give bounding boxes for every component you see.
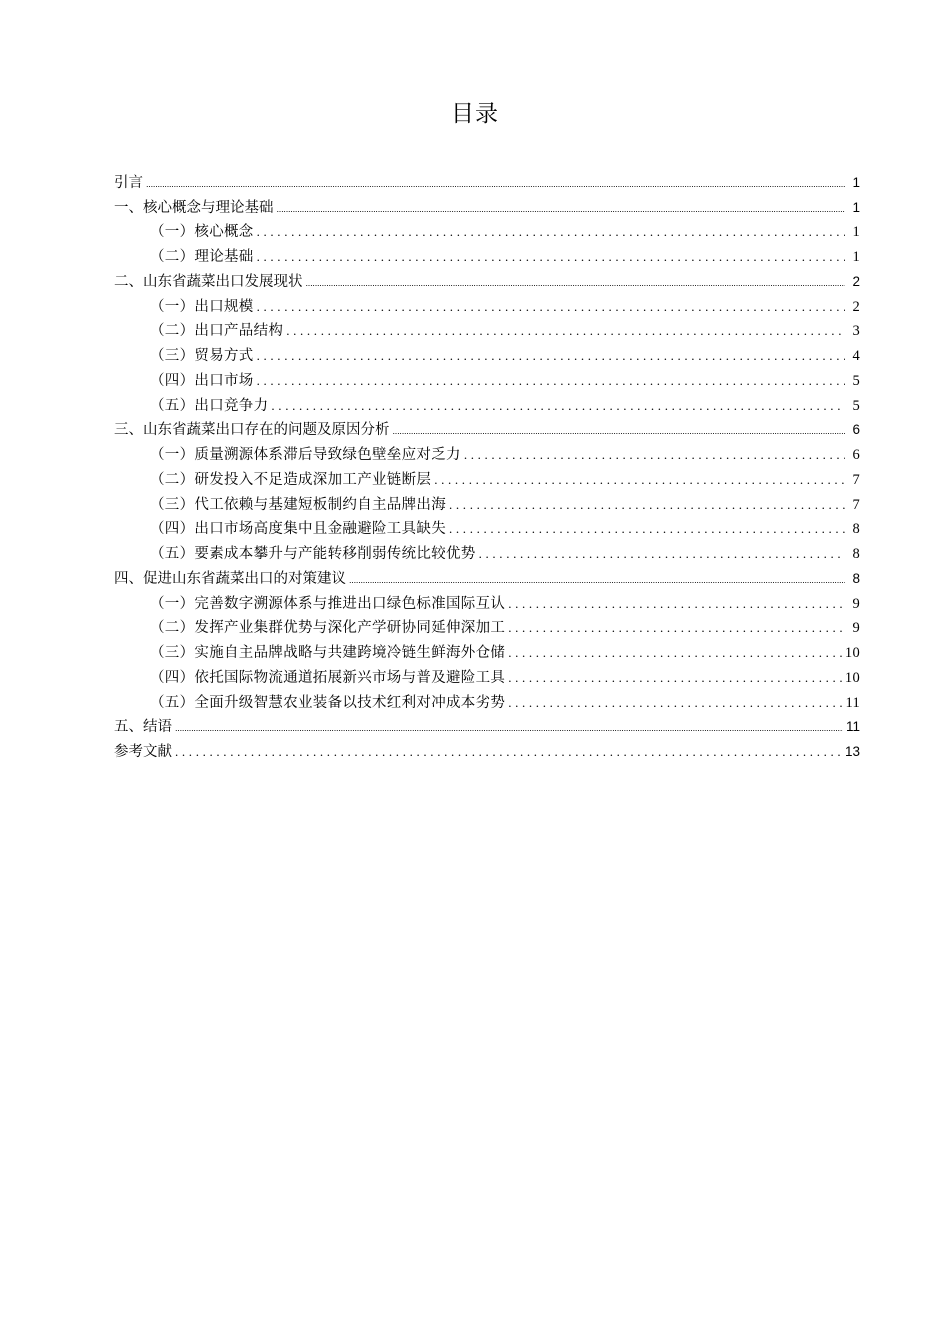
toc-entry[interactable] <box>114 713 860 738</box>
toc-entry-label: （一）出口规模 <box>150 298 254 315</box>
toc-entry-page: 6 <box>852 422 860 438</box>
toc-entry[interactable] <box>114 663 860 688</box>
toc-entry[interactable] <box>114 267 860 292</box>
toc-entry[interactable] <box>114 218 860 243</box>
dot-leader <box>479 544 845 564</box>
toc-entry-label: 参考文献 <box>114 744 172 760</box>
toc-entry-label: （一）质量溯源体系滞后导致绿色壁垒应对乏力 <box>150 447 461 463</box>
toc-entry-label: （二）理论基础 <box>150 249 254 265</box>
toc-entry-label: （四）依托国际物流通道拓展新兴市场与普及避险工具 <box>150 669 506 686</box>
dot-leader <box>175 717 843 737</box>
toc-entry-label: （一）完善数字溯源体系与推进出口绿色标准国际互认 <box>150 595 506 612</box>
dot-leader <box>175 742 842 762</box>
dot-leader <box>508 643 842 663</box>
toc-entry-page: 2 <box>852 273 860 289</box>
toc-entry-page: 7 <box>852 471 860 488</box>
toc-entry-label: 引言 <box>114 174 143 191</box>
toc-entry[interactable] <box>114 193 860 218</box>
toc-entry-label: 一、核心概念与理论基础 <box>114 199 274 216</box>
toc-entry-label: （三）代工依赖与基建短板制约自主品牌出海 <box>150 496 446 513</box>
toc-entry[interactable] <box>114 465 860 490</box>
toc-entry-page: 8 <box>852 546 860 562</box>
dot-leader <box>257 346 845 366</box>
toc-entry[interactable] <box>114 341 860 366</box>
toc-entry[interactable] <box>114 168 860 193</box>
toc-entry-label: （五）出口竞争力 <box>150 397 269 414</box>
toc-entry-page: 9 <box>852 620 860 637</box>
dot-leader <box>257 247 845 267</box>
toc-entry[interactable] <box>114 440 860 465</box>
dot-leader <box>508 693 842 713</box>
toc-entry-label: （五）要素成本攀升与产能转移削弱传统比较优势 <box>150 546 476 562</box>
toc-entry-page: 5 <box>852 372 860 389</box>
toc-entry-label: 三、山东省蔬菜出口存在的问题及原因分析 <box>114 422 390 439</box>
dot-leader <box>146 173 845 193</box>
dot-leader <box>271 396 845 416</box>
toc-entry-page: 11 <box>845 719 860 735</box>
dot-leader <box>257 297 845 317</box>
toc-entry-page: 1 <box>852 174 860 190</box>
toc-entry-label: 二、山东省蔬菜出口发展现状 <box>114 273 303 290</box>
toc-entry-page: 8 <box>852 570 860 586</box>
dot-leader <box>508 618 845 638</box>
toc-entry[interactable] <box>114 539 860 564</box>
toc-entry-page: 4 <box>852 348 860 364</box>
toc-entry-label: （三）实施自主品牌战略与共建跨境冷链生鲜海外仓储 <box>150 645 506 661</box>
toc-entry-label: （二）研发投入不足造成深加工产业链断层 <box>150 471 432 488</box>
dot-leader <box>349 569 845 589</box>
dot-leader <box>286 321 845 341</box>
toc-entry-label: 五、结语 <box>114 719 172 736</box>
toc-entry[interactable] <box>114 292 860 317</box>
toc-entry-page: 1 <box>852 224 860 241</box>
table-of-contents <box>114 168 860 762</box>
toc-entry-page: 1 <box>852 199 860 215</box>
toc-entry-label: （三）贸易方式 <box>150 348 254 364</box>
dot-leader <box>393 420 846 440</box>
toc-entry-label: （四）出口市场 <box>150 372 254 389</box>
toc-entry-page: 13 <box>844 744 860 759</box>
dot-leader <box>257 371 845 391</box>
toc-entry[interactable] <box>114 614 860 639</box>
page-title: 目录 <box>451 101 499 127</box>
dot-leader <box>464 445 845 465</box>
toc-entry[interactable] <box>114 391 860 416</box>
toc-entry-page: 2 <box>852 298 860 315</box>
toc-entry-page: 10 <box>844 669 860 686</box>
toc-entry-page: 8 <box>852 521 860 538</box>
toc-entry-page: 11 <box>845 694 860 711</box>
toc-entry-page: 9 <box>852 595 860 612</box>
toc-entry-page: 5 <box>852 397 860 414</box>
toc-entry[interactable] <box>114 490 860 515</box>
toc-entry[interactable] <box>114 589 860 614</box>
toc-entry[interactable] <box>114 688 860 713</box>
toc-entry[interactable] <box>114 242 860 267</box>
toc-entry[interactable] <box>114 366 860 391</box>
toc-entry-page: 3 <box>852 323 860 340</box>
toc-entry-label: （二）发挥产业集群优势与深化产学研协同延伸深加工 <box>150 620 506 637</box>
dot-leader <box>508 594 845 614</box>
toc-entry-label: （四）出口市场高度集中且金融避险工具缺失 <box>150 521 446 538</box>
toc-entry-label: （二）出口产品结构 <box>150 323 284 340</box>
toc-entry[interactable] <box>114 638 860 663</box>
toc-entry-label: （五）全面升级智慧农业装备以技术红利对冲成本劣势 <box>150 694 506 711</box>
toc-entry-page: 6 <box>852 447 860 463</box>
dot-leader <box>508 668 842 688</box>
toc-entry[interactable] <box>114 564 860 589</box>
toc-entry[interactable] <box>114 515 860 540</box>
toc-entry-page: 10 <box>844 645 860 661</box>
toc-entry-page: 1 <box>852 249 860 265</box>
toc-entry-label: （一）核心概念 <box>150 224 254 241</box>
toc-entry-label: 四、促进山东省蔬菜出口的对策建议 <box>114 570 346 587</box>
dot-leader <box>277 198 846 218</box>
dot-leader <box>434 470 845 490</box>
dot-leader <box>449 495 845 515</box>
toc-entry[interactable] <box>114 317 860 342</box>
toc-entry[interactable] <box>114 416 860 441</box>
dot-leader <box>306 272 846 292</box>
toc-entry-page: 7 <box>852 496 860 513</box>
dot-leader <box>449 519 845 539</box>
dot-leader <box>257 222 845 242</box>
toc-entry[interactable] <box>114 737 860 762</box>
